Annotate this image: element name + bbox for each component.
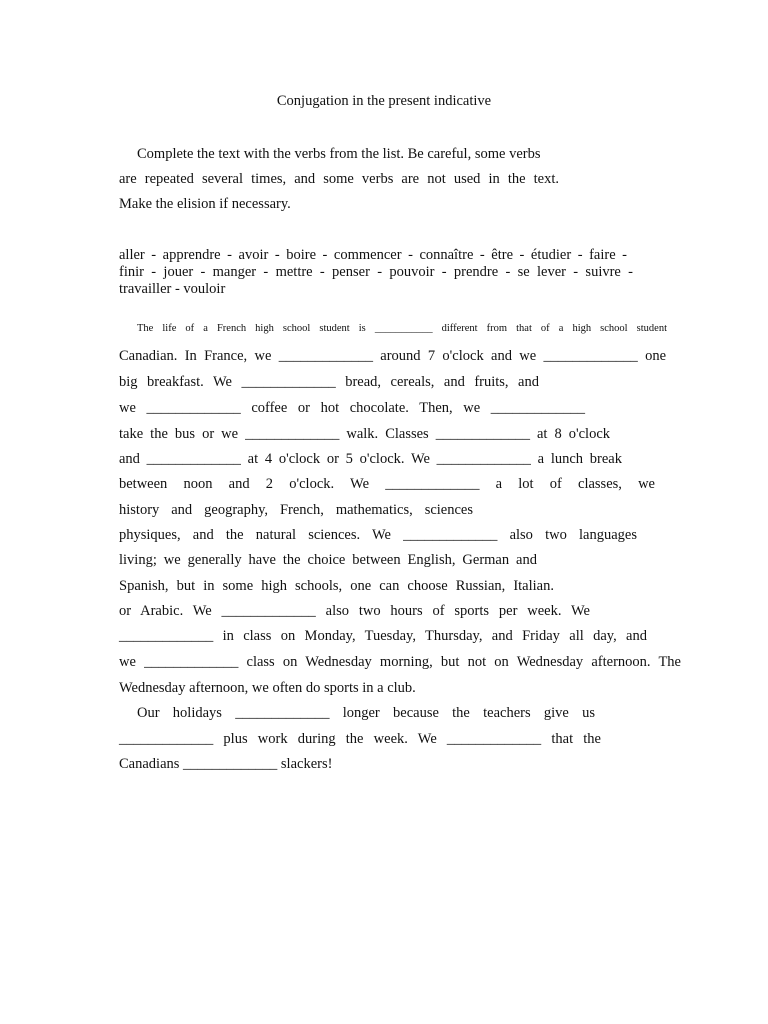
exercise-line-8: history and geography, French, mathematics, sciences xyxy=(119,502,473,518)
exercise-line-11: Spanish, but in some high schools, one can choose Russian, Italian. xyxy=(119,578,554,594)
verb-list-line-1: aller - apprendre - avoir - boire - commencer - connaître - être - étudier - faire - xyxy=(119,247,627,263)
exercise-line-5: take the bus or we _____________ walk. Classes _____________ at 8 o'clock xyxy=(119,426,610,442)
page-title: Conjugation in the present indicative xyxy=(276,93,492,109)
exercise-line-10: living; we generally have the choice between English, German and xyxy=(119,552,537,568)
verb-list-line-2: finir - jouer - manger - mettre - penser - pouvoir - prendre - se lever - suivre - xyxy=(119,264,633,280)
exercise-line-13: _____________ in class on Monday, Tuesday, Thursday, and Friday all day, and xyxy=(119,628,647,644)
exercise-line-3: big breakfast. We _____________ bread, cereals, and fruits, and xyxy=(119,374,539,390)
exercise-line-9: physiques, and the natural sciences. We _____________ also two languages xyxy=(119,527,637,543)
verb-list-line-3: travailler - vouloir xyxy=(119,281,226,297)
exercise-line-15: Wednesday afternoon, we often do sports in a club. xyxy=(119,680,416,696)
exercise-line-18: Canadians _____________ slackers! xyxy=(119,756,333,772)
exercise-line-12: or Arabic. We _____________ also two hours of sports per week. We xyxy=(119,603,590,619)
exercise-line-6: and _____________ at 4 o'clock or 5 o'clock. We _____________ a lunch break xyxy=(119,451,622,467)
exercise-line-17: _____________ plus work during the week. We _____________ that the xyxy=(119,731,601,747)
instructions-line-2: are repeated several times, and some verbs are not used in the text. xyxy=(119,171,559,187)
exercise-line-7: between noon and 2 o'clock. We _____________ a lot of classes, we xyxy=(119,476,655,492)
exercise-line-2: Canadian. In France, we _____________ around 7 o'clock and we _____________ one xyxy=(119,348,666,364)
exercise-line-16: Our holidays _____________ longer because the teachers give us xyxy=(137,705,595,721)
exercise-line-14: we _____________ class on Wednesday morning, but not on Wednesday afternoon. The xyxy=(119,654,681,670)
instructions-line-3: Make the elision if necessary. xyxy=(119,196,291,212)
exercise-line-4: we _____________ coffee or hot chocolate. Then, we _____________ xyxy=(119,400,585,416)
exercise-line-1: The life of a French high school student is ___________ different from that of a high school student xyxy=(137,323,667,334)
instructions-line-1: Complete the text with the verbs from the list. Be careful, some verbs xyxy=(137,146,541,162)
